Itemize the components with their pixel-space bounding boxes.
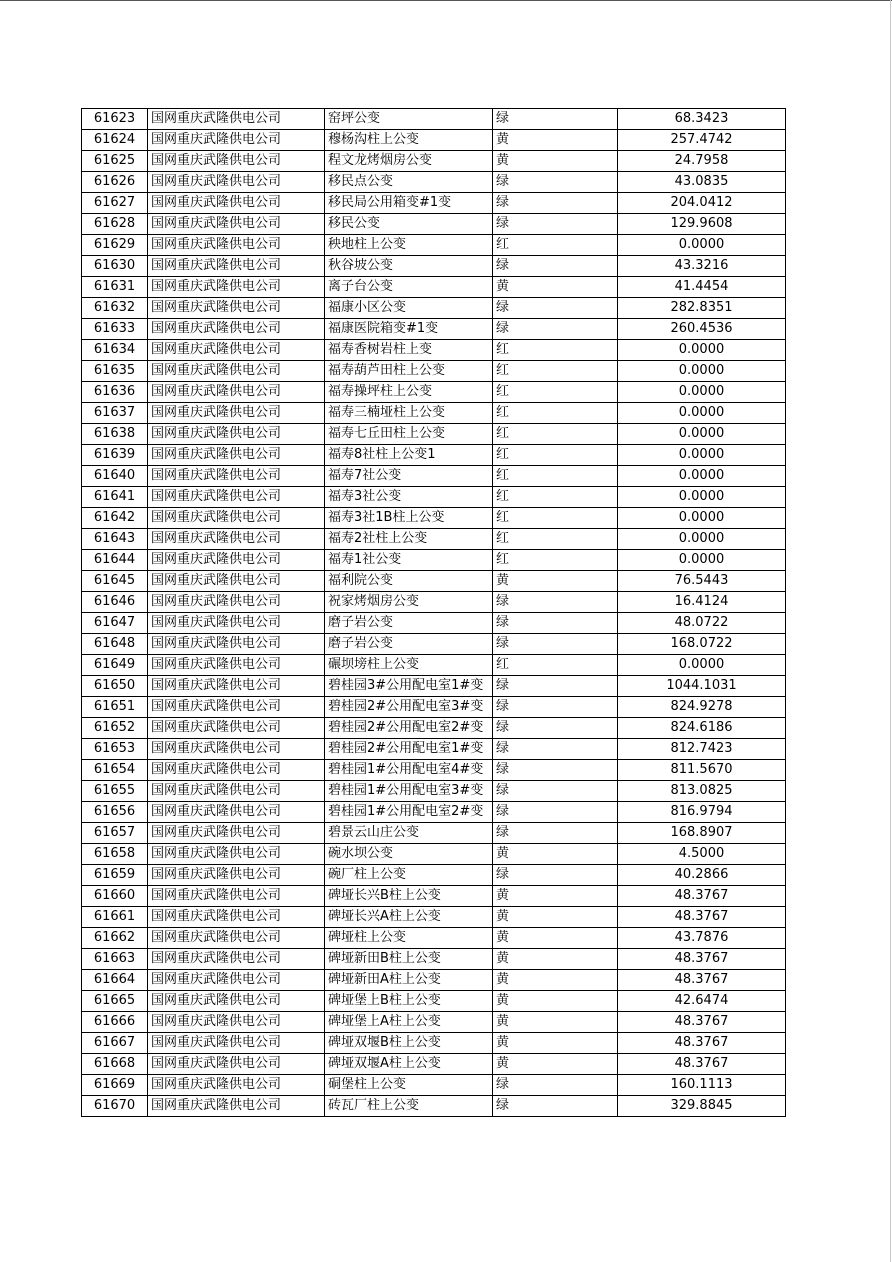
cell-transformer-name: 硐堡柱上公变 — [325, 1075, 493, 1096]
cell-transformer-name: 福寿1社公变 — [325, 550, 493, 571]
cell-id: 61625 — [82, 151, 148, 172]
cell-value: 48.3767 — [618, 970, 786, 991]
cell-id: 61623 — [82, 109, 148, 130]
cell-id: 61670 — [82, 1096, 148, 1117]
table-row — [82, 781, 786, 802]
cell-status: 绿 — [493, 718, 618, 739]
cell-status: 黄 — [493, 1012, 618, 1033]
cell-company: 国网重庆武隆供电公司 — [148, 151, 325, 172]
table-row — [82, 718, 786, 739]
cell-id: 61637 — [82, 403, 148, 424]
cell-status: 红 — [493, 424, 618, 445]
cell-status: 绿 — [493, 760, 618, 781]
cell-transformer-name: 磨子岩公变 — [325, 634, 493, 655]
table-row — [82, 214, 786, 235]
cell-status: 绿 — [493, 676, 618, 697]
cell-transformer-name: 碾坝塝柱上公变 — [325, 655, 493, 676]
cell-transformer-name: 福寿香树岩柱上变 — [325, 340, 493, 361]
table-row — [82, 571, 786, 592]
cell-id: 61630 — [82, 256, 148, 277]
cell-company: 国网重庆武隆供电公司 — [148, 718, 325, 739]
cell-company: 国网重庆武隆供电公司 — [148, 949, 325, 970]
cell-company: 国网重庆武隆供电公司 — [148, 193, 325, 214]
cell-status: 红 — [493, 466, 618, 487]
cell-company: 国网重庆武隆供电公司 — [148, 592, 325, 613]
table-row — [82, 991, 786, 1012]
cell-transformer-name: 福寿三楠垭柱上公变 — [325, 403, 493, 424]
cell-company: 国网重庆武隆供电公司 — [148, 970, 325, 991]
page-top-rule — [0, 0, 892, 1]
table-row — [82, 1033, 786, 1054]
table-row — [82, 466, 786, 487]
table-row — [82, 550, 786, 571]
cell-id: 61654 — [82, 760, 148, 781]
table-row — [82, 844, 786, 865]
cell-transformer-name: 碧桂园2#公用配电室1#变 — [325, 739, 493, 760]
table-row — [82, 319, 786, 340]
cell-transformer-name: 福寿2社柱上公变 — [325, 529, 493, 550]
cell-id: 61665 — [82, 991, 148, 1012]
cell-value: 0.0000 — [618, 529, 786, 550]
table-row — [82, 970, 786, 991]
cell-id: 61651 — [82, 697, 148, 718]
cell-transformer-name: 移民点公变 — [325, 172, 493, 193]
cell-company: 国网重庆武隆供电公司 — [148, 634, 325, 655]
cell-id: 61627 — [82, 193, 148, 214]
cell-value: 168.0722 — [618, 634, 786, 655]
table-row — [82, 298, 786, 319]
table-row — [82, 739, 786, 760]
cell-status: 绿 — [493, 193, 618, 214]
table-row — [82, 802, 786, 823]
cell-id: 61640 — [82, 466, 148, 487]
cell-id: 61649 — [82, 655, 148, 676]
cell-id: 61653 — [82, 739, 148, 760]
cell-value: 48.3767 — [618, 949, 786, 970]
cell-company: 国网重庆武隆供电公司 — [148, 760, 325, 781]
cell-value: 168.8907 — [618, 823, 786, 844]
table-row — [82, 676, 786, 697]
cell-id: 61658 — [82, 844, 148, 865]
cell-status: 绿 — [493, 1096, 618, 1117]
cell-id: 61664 — [82, 970, 148, 991]
cell-status: 黄 — [493, 130, 618, 151]
cell-value: 329.8845 — [618, 1096, 786, 1117]
cell-transformer-name: 离子台公变 — [325, 277, 493, 298]
cell-id: 61662 — [82, 928, 148, 949]
table-row — [82, 109, 786, 130]
cell-transformer-name: 碧桂园3#公用配电室1#变 — [325, 676, 493, 697]
cell-value: 160.1113 — [618, 1075, 786, 1096]
cell-status: 红 — [493, 403, 618, 424]
cell-value: 0.0000 — [618, 655, 786, 676]
cell-status: 绿 — [493, 739, 618, 760]
cell-status: 绿 — [493, 865, 618, 886]
cell-value: 76.5443 — [618, 571, 786, 592]
cell-transformer-name: 福寿葫芦田柱上公变 — [325, 361, 493, 382]
cell-id: 61632 — [82, 298, 148, 319]
table-row — [82, 697, 786, 718]
cell-company: 国网重庆武隆供电公司 — [148, 739, 325, 760]
table-row — [82, 886, 786, 907]
cell-company: 国网重庆武隆供电公司 — [148, 340, 325, 361]
cell-id: 61644 — [82, 550, 148, 571]
table-row — [82, 1075, 786, 1096]
table-row — [82, 529, 786, 550]
cell-transformer-name: 碧桂园1#公用配电室4#变 — [325, 760, 493, 781]
cell-transformer-name: 福利院公变 — [325, 571, 493, 592]
cell-id: 61635 — [82, 361, 148, 382]
cell-transformer-name: 碑垭堡上B柱上公变 — [325, 991, 493, 1012]
cell-value: 0.0000 — [618, 340, 786, 361]
cell-company: 国网重庆武隆供电公司 — [148, 676, 325, 697]
cell-value: 4.5000 — [618, 844, 786, 865]
cell-id: 61663 — [82, 949, 148, 970]
cell-id: 61646 — [82, 592, 148, 613]
cell-transformer-name: 磨子岩公变 — [325, 613, 493, 634]
cell-company: 国网重庆武隆供电公司 — [148, 466, 325, 487]
cell-company: 国网重庆武隆供电公司 — [148, 991, 325, 1012]
cell-transformer-name: 移民局公用箱变#1变 — [325, 193, 493, 214]
cell-status: 红 — [493, 655, 618, 676]
cell-status: 红 — [493, 235, 618, 256]
cell-transformer-name: 福寿8社柱上公变1 — [325, 445, 493, 466]
cell-value: 0.0000 — [618, 361, 786, 382]
cell-status: 红 — [493, 340, 618, 361]
cell-company: 国网重庆武隆供电公司 — [148, 235, 325, 256]
cell-company: 国网重庆武隆供电公司 — [148, 1075, 325, 1096]
cell-value: 43.0835 — [618, 172, 786, 193]
cell-transformer-name: 福寿3社1B柱上公变 — [325, 508, 493, 529]
cell-status: 绿 — [493, 802, 618, 823]
cell-company: 国网重庆武隆供电公司 — [148, 487, 325, 508]
cell-company: 国网重庆武隆供电公司 — [148, 319, 325, 340]
page-right-rule — [890, 0, 891, 1262]
cell-company: 国网重庆武隆供电公司 — [148, 781, 325, 802]
table-row — [82, 1054, 786, 1075]
cell-value: 48.3767 — [618, 1054, 786, 1075]
cell-id: 61669 — [82, 1075, 148, 1096]
cell-status: 绿 — [493, 697, 618, 718]
cell-status: 绿 — [493, 298, 618, 319]
cell-company: 国网重庆武隆供电公司 — [148, 928, 325, 949]
cell-id: 61639 — [82, 445, 148, 466]
cell-transformer-name: 程文龙烤烟房公变 — [325, 151, 493, 172]
cell-company: 国网重庆武隆供电公司 — [148, 1096, 325, 1117]
cell-transformer-name: 碑垭双堰A柱上公变 — [325, 1054, 493, 1075]
cell-company: 国网重庆武隆供电公司 — [148, 1033, 325, 1054]
cell-status: 黄 — [493, 1054, 618, 1075]
cell-id: 61636 — [82, 382, 148, 403]
cell-status: 绿 — [493, 256, 618, 277]
cell-status: 黄 — [493, 949, 618, 970]
cell-company: 国网重庆武隆供电公司 — [148, 886, 325, 907]
cell-value: 204.0412 — [618, 193, 786, 214]
cell-id: 61655 — [82, 781, 148, 802]
table-row — [82, 382, 786, 403]
transformer-table — [81, 108, 786, 1117]
cell-value: 16.4124 — [618, 592, 786, 613]
table-body — [82, 109, 786, 1117]
cell-status: 黄 — [493, 1033, 618, 1054]
cell-status: 红 — [493, 529, 618, 550]
cell-status: 红 — [493, 382, 618, 403]
table-row — [82, 361, 786, 382]
cell-value: 0.0000 — [618, 235, 786, 256]
cell-status: 黄 — [493, 970, 618, 991]
cell-transformer-name: 福寿3社公变 — [325, 487, 493, 508]
table-row — [82, 424, 786, 445]
cell-id: 61645 — [82, 571, 148, 592]
cell-value: 257.4742 — [618, 130, 786, 151]
cell-id: 61628 — [82, 214, 148, 235]
cell-company: 国网重庆武隆供电公司 — [148, 403, 325, 424]
cell-status: 绿 — [493, 781, 618, 802]
cell-value: 42.6474 — [618, 991, 786, 1012]
cell-company: 国网重庆武隆供电公司 — [148, 1054, 325, 1075]
cell-value: 260.4536 — [618, 319, 786, 340]
cell-status: 绿 — [493, 1075, 618, 1096]
cell-id: 61634 — [82, 340, 148, 361]
cell-value: 1044.1031 — [618, 676, 786, 697]
cell-id: 61667 — [82, 1033, 148, 1054]
cell-status: 绿 — [493, 319, 618, 340]
cell-transformer-name: 砖瓦厂柱上公变 — [325, 1096, 493, 1117]
cell-status: 绿 — [493, 823, 618, 844]
cell-transformer-name: 碑垭长兴A柱上公变 — [325, 907, 493, 928]
cell-status: 黄 — [493, 928, 618, 949]
cell-company: 国网重庆武隆供电公司 — [148, 382, 325, 403]
cell-value: 813.0825 — [618, 781, 786, 802]
cell-id: 61647 — [82, 613, 148, 634]
cell-value: 43.7876 — [618, 928, 786, 949]
cell-status: 黄 — [493, 151, 618, 172]
cell-transformer-name: 秧地柱上公变 — [325, 235, 493, 256]
cell-id: 61626 — [82, 172, 148, 193]
cell-transformer-name: 碗水坝公变 — [325, 844, 493, 865]
cell-value: 0.0000 — [618, 403, 786, 424]
table-row — [82, 151, 786, 172]
cell-id: 61624 — [82, 130, 148, 151]
cell-transformer-name: 碑垭堡上A柱上公变 — [325, 1012, 493, 1033]
cell-id: 61657 — [82, 823, 148, 844]
cell-value: 48.3767 — [618, 886, 786, 907]
table-row — [82, 949, 786, 970]
cell-value: 48.3767 — [618, 1012, 786, 1033]
cell-company: 国网重庆武隆供电公司 — [148, 130, 325, 151]
table-row — [82, 634, 786, 655]
table-row — [82, 508, 786, 529]
cell-transformer-name: 碧桂园1#公用配电室3#变 — [325, 781, 493, 802]
cell-transformer-name: 福寿7社公变 — [325, 466, 493, 487]
cell-value: 129.9608 — [618, 214, 786, 235]
cell-status: 黄 — [493, 277, 618, 298]
cell-value: 48.3767 — [618, 1033, 786, 1054]
cell-value: 43.3216 — [618, 256, 786, 277]
table-row — [82, 1096, 786, 1117]
cell-company: 国网重庆武隆供电公司 — [148, 298, 325, 319]
cell-company: 国网重庆武隆供电公司 — [148, 1012, 325, 1033]
cell-company: 国网重庆武隆供电公司 — [148, 529, 325, 550]
table-row — [82, 172, 786, 193]
cell-value: 0.0000 — [618, 550, 786, 571]
cell-company: 国网重庆武隆供电公司 — [148, 277, 325, 298]
cell-transformer-name: 秋谷坡公变 — [325, 256, 493, 277]
table-row — [82, 256, 786, 277]
cell-value: 0.0000 — [618, 445, 786, 466]
cell-value: 816.9794 — [618, 802, 786, 823]
cell-value: 0.0000 — [618, 424, 786, 445]
cell-value: 811.5670 — [618, 760, 786, 781]
cell-company: 国网重庆武隆供电公司 — [148, 361, 325, 382]
cell-value: 282.8351 — [618, 298, 786, 319]
cell-id: 61659 — [82, 865, 148, 886]
cell-transformer-name: 碧景云山庄公变 — [325, 823, 493, 844]
cell-id: 61642 — [82, 508, 148, 529]
cell-value: 0.0000 — [618, 466, 786, 487]
cell-status: 黄 — [493, 907, 618, 928]
cell-transformer-name: 碧桂园1#公用配电室2#变 — [325, 802, 493, 823]
cell-company: 国网重庆武隆供电公司 — [148, 655, 325, 676]
cell-value: 24.7958 — [618, 151, 786, 172]
cell-id: 61648 — [82, 634, 148, 655]
cell-status: 黄 — [493, 886, 618, 907]
cell-transformer-name: 福康小区公变 — [325, 298, 493, 319]
cell-company: 国网重庆武隆供电公司 — [148, 613, 325, 634]
cell-value: 0.0000 — [618, 487, 786, 508]
table-row — [82, 277, 786, 298]
cell-value: 68.3423 — [618, 109, 786, 130]
cell-id: 61660 — [82, 886, 148, 907]
cell-company: 国网重庆武隆供电公司 — [148, 697, 325, 718]
cell-status: 绿 — [493, 592, 618, 613]
table-row — [82, 823, 786, 844]
cell-transformer-name: 窑坪公变 — [325, 109, 493, 130]
table-row — [82, 613, 786, 634]
cell-transformer-name: 福康医院箱变#1变 — [325, 319, 493, 340]
cell-id: 61650 — [82, 676, 148, 697]
cell-transformer-name: 穆杨沟柱上公变 — [325, 130, 493, 151]
cell-transformer-name: 碧桂园2#公用配电室2#变 — [325, 718, 493, 739]
cell-value: 824.9278 — [618, 697, 786, 718]
cell-company: 国网重庆武隆供电公司 — [148, 172, 325, 193]
cell-value: 0.0000 — [618, 382, 786, 403]
cell-transformer-name: 祝家烤烟房公变 — [325, 592, 493, 613]
table-row — [82, 592, 786, 613]
cell-company: 国网重庆武隆供电公司 — [148, 571, 325, 592]
table-row — [82, 487, 786, 508]
cell-transformer-name: 碧桂园2#公用配电室3#变 — [325, 697, 493, 718]
table-row — [82, 340, 786, 361]
cell-company: 国网重庆武隆供电公司 — [148, 508, 325, 529]
cell-status: 绿 — [493, 109, 618, 130]
cell-id: 61638 — [82, 424, 148, 445]
cell-status: 红 — [493, 550, 618, 571]
cell-id: 61661 — [82, 907, 148, 928]
cell-company: 国网重庆武隆供电公司 — [148, 109, 325, 130]
cell-status: 绿 — [493, 214, 618, 235]
cell-id: 61666 — [82, 1012, 148, 1033]
cell-status: 绿 — [493, 634, 618, 655]
table-row — [82, 403, 786, 424]
table-row — [82, 445, 786, 466]
cell-company: 国网重庆武隆供电公司 — [148, 865, 325, 886]
cell-company: 国网重庆武隆供电公司 — [148, 844, 325, 865]
table-row — [82, 1012, 786, 1033]
cell-transformer-name: 碑垭柱上公变 — [325, 928, 493, 949]
cell-value: 48.3767 — [618, 907, 786, 928]
cell-company: 国网重庆武隆供电公司 — [148, 214, 325, 235]
cell-id: 61656 — [82, 802, 148, 823]
cell-status: 红 — [493, 445, 618, 466]
cell-company: 国网重庆武隆供电公司 — [148, 823, 325, 844]
cell-status: 红 — [493, 361, 618, 382]
cell-transformer-name: 福寿七丘田柱上公变 — [325, 424, 493, 445]
cell-status: 黄 — [493, 844, 618, 865]
cell-company: 国网重庆武隆供电公司 — [148, 802, 325, 823]
cell-transformer-name: 碑垭长兴B柱上公变 — [325, 886, 493, 907]
cell-value: 812.7423 — [618, 739, 786, 760]
cell-company: 国网重庆武隆供电公司 — [148, 907, 325, 928]
cell-status: 红 — [493, 508, 618, 529]
cell-status: 绿 — [493, 613, 618, 634]
cell-transformer-name: 碑垭双堰B柱上公变 — [325, 1033, 493, 1054]
cell-status: 绿 — [493, 172, 618, 193]
cell-value: 41.4454 — [618, 277, 786, 298]
cell-value: 40.2866 — [618, 865, 786, 886]
cell-company: 国网重庆武隆供电公司 — [148, 256, 325, 277]
cell-id: 61668 — [82, 1054, 148, 1075]
cell-value: 824.6186 — [618, 718, 786, 739]
cell-transformer-name: 福寿操坪柱上公变 — [325, 382, 493, 403]
cell-status: 红 — [493, 487, 618, 508]
cell-company: 国网重庆武隆供电公司 — [148, 424, 325, 445]
cell-id: 61643 — [82, 529, 148, 550]
cell-id: 61652 — [82, 718, 148, 739]
table-row — [82, 760, 786, 781]
cell-id: 61641 — [82, 487, 148, 508]
cell-id: 61631 — [82, 277, 148, 298]
cell-status: 黄 — [493, 571, 618, 592]
table-row — [82, 907, 786, 928]
table-row — [82, 235, 786, 256]
cell-company: 国网重庆武隆供电公司 — [148, 445, 325, 466]
cell-transformer-name: 碑垭新田B柱上公变 — [325, 949, 493, 970]
cell-status: 黄 — [493, 991, 618, 1012]
cell-transformer-name: 碑垭新田A柱上公变 — [325, 970, 493, 991]
cell-transformer-name: 移民公变 — [325, 214, 493, 235]
table-row — [82, 928, 786, 949]
cell-transformer-name: 碗厂柱上公变 — [325, 865, 493, 886]
table-row — [82, 193, 786, 214]
cell-value: 0.0000 — [618, 508, 786, 529]
table-row — [82, 130, 786, 151]
cell-company: 国网重庆武隆供电公司 — [148, 550, 325, 571]
cell-value: 48.0722 — [618, 613, 786, 634]
table-row — [82, 655, 786, 676]
table-row — [82, 865, 786, 886]
cell-id: 61633 — [82, 319, 148, 340]
cell-id: 61629 — [82, 235, 148, 256]
